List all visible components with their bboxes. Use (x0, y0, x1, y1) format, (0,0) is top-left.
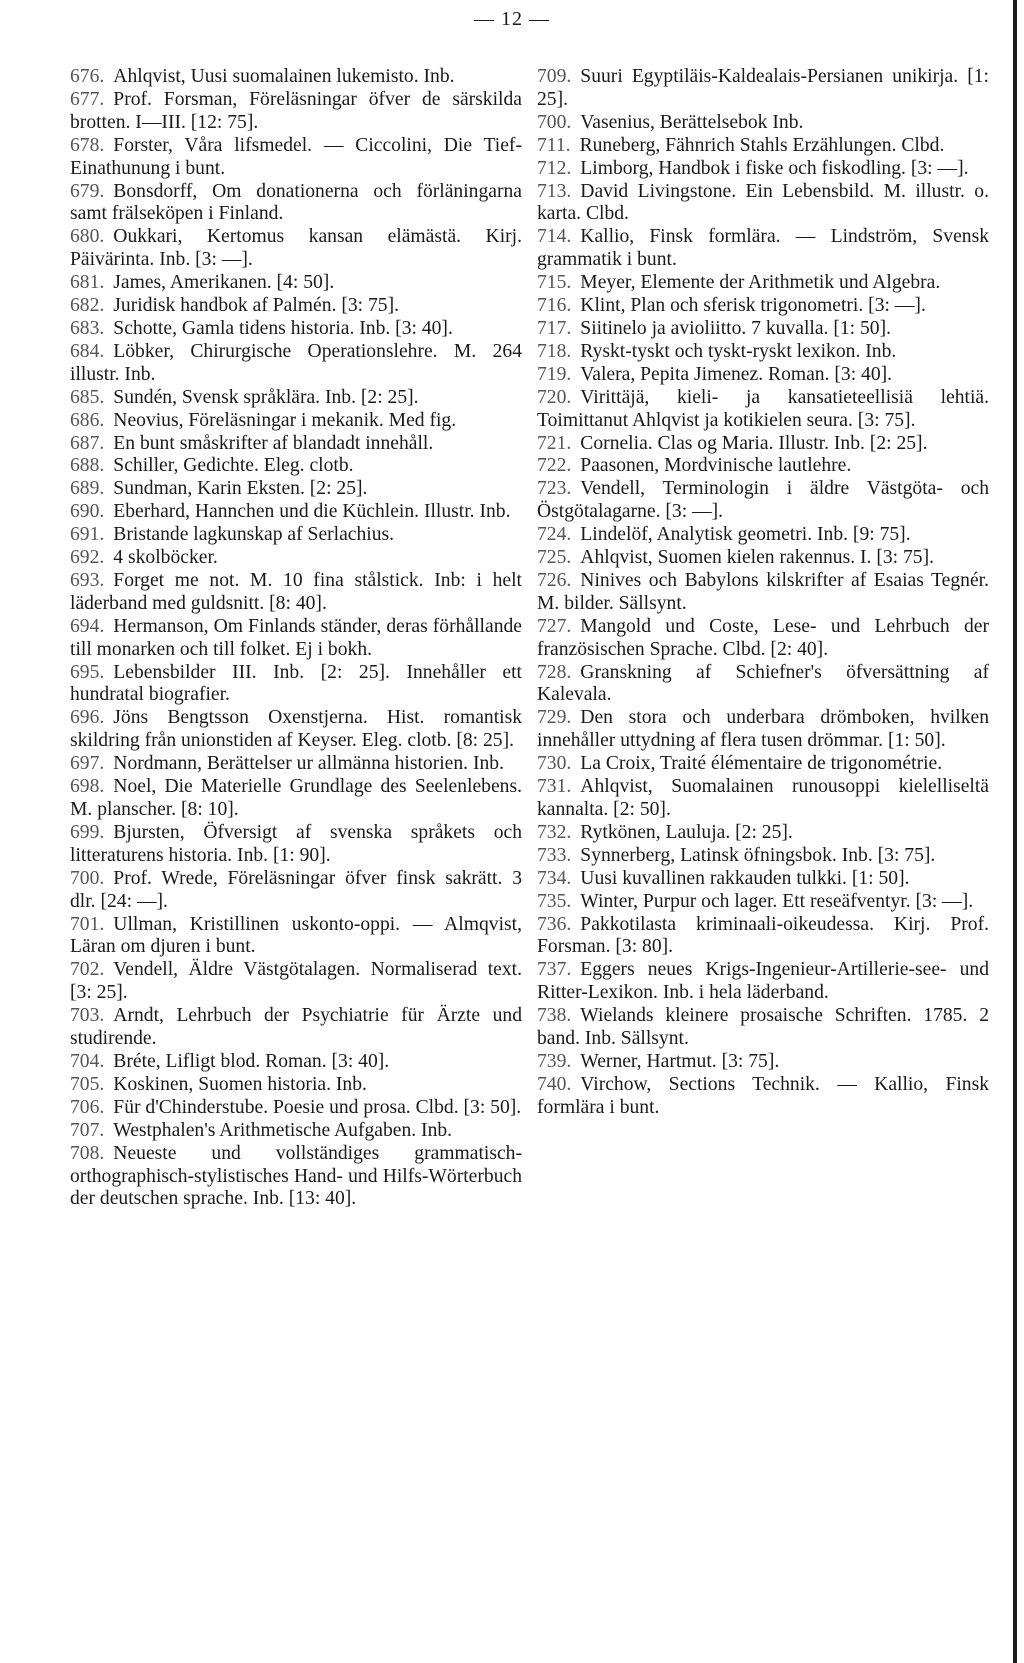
catalog-entry (70, 914, 522, 960)
entry-number: 692. (70, 547, 105, 569)
entry-text: Koskinen, Suomen historia. Inb. (113, 1073, 367, 1095)
entry-text: James, Amerikanen. [4: 50]. (113, 272, 335, 294)
entry-number: 722. (537, 455, 572, 477)
entry-number: 725. (537, 547, 572, 569)
entry-number: 700. (70, 867, 105, 889)
catalog-entry (537, 707, 989, 753)
entry-number: 698. (70, 776, 105, 798)
entry-text: Neovius, Föreläsningar i mekanik. Med fig. (113, 409, 457, 431)
entry-number: 683. (70, 317, 105, 339)
catalog-entry (537, 433, 989, 456)
entry-number: 739. (537, 1050, 572, 1072)
catalog-entry (537, 318, 989, 341)
entry-number: 677. (70, 88, 105, 110)
catalog-entry (70, 547, 522, 570)
entry-text: Suuri Egyptiläis-Kaldealais-Persianen unikirja. [1: 25]. (537, 66, 989, 110)
entry-text: Werner, Hartmut. [3: 75]. (580, 1050, 780, 1072)
entry-text: Paasonen, Mordvinische lautlehre. (580, 455, 852, 477)
entry-number: 716. (537, 295, 572, 317)
left-column (70, 66, 522, 1211)
entry-text: Vendell, Terminologin i äldre Västgöta- och Östgötalagarne. [3: —]. (537, 478, 989, 523)
entry-number: 685. (70, 386, 105, 408)
entry-text: Eberhard, Hannchen und die Küchlein. Illustr. Inb. (113, 501, 511, 523)
entry-number: 700. (537, 111, 572, 133)
catalog-entry (70, 1005, 522, 1051)
catalog-entry (537, 547, 989, 570)
entry-number: 707. (70, 1119, 105, 1141)
entry-number: 708. (70, 1142, 105, 1164)
entry-text: Hermanson, Om Finlands ständer, deras förhållande till monarken och till folket. Ej i bokh. (70, 615, 522, 660)
entry-number: 719. (537, 363, 572, 385)
catalog-entry (70, 753, 522, 776)
entry-text: Winter, Purpur och lager. Ett reseäfventyr. [3: —]. (580, 890, 974, 912)
entry-text: Runeberg, Fähnrich Stahls Erzählungen. Clbd. (579, 134, 945, 156)
catalog-entry (537, 272, 989, 295)
catalog-entry (537, 891, 989, 914)
entry-number: 726. (537, 569, 572, 591)
entry-number: 704. (70, 1050, 105, 1072)
catalog-entry (70, 66, 522, 89)
entry-text: La Croix, Traité élémentaire de trigonométrie. (580, 753, 943, 775)
catalog-entry (70, 387, 522, 410)
catalog-entry (537, 295, 989, 318)
entry-number: 689. (70, 478, 105, 500)
entry-number: 681. (70, 272, 105, 294)
entry-text: David Livingstone. Ein Lebensbild. M. illustr. o. karta. Clbd. (537, 180, 989, 225)
entry-text: Kallio, Finsk formlära. — Lindström, Svensk grammatik i bunt. (537, 226, 989, 271)
entry-number: 734. (537, 867, 572, 889)
catalog-entry (537, 524, 989, 547)
catalog-entry (537, 616, 989, 662)
entry-text: Ryskt-tyskt och tyskt-ryskt lexikon. Inb. (580, 340, 897, 362)
catalog-entry (537, 570, 989, 616)
entry-number: 699. (70, 821, 105, 843)
catalog-entry (70, 1097, 522, 1120)
entry-text: Ahlqvist, Suomalainen runousoppi kielelliseltä kannalta. [2: 50]. (537, 776, 989, 820)
entry-text: Forget me not. M. 10 fina stålstick. Inb: i helt läderband med guldsnitt. [8: 40]. (70, 569, 522, 614)
entry-number: 680. (70, 226, 105, 248)
catalog-entry (70, 570, 522, 616)
entry-text: Prof. Forsman, Föreläsningar öfver de särskilda brotten. I—III. [12: 75]. (70, 88, 522, 133)
catalog-entry (70, 868, 522, 914)
catalog-entry (537, 959, 989, 1005)
catalog-entry (70, 89, 522, 135)
entry-text: Meyer, Elemente der Arithmetik und Algebra. (580, 272, 941, 294)
catalog-entry (70, 341, 522, 387)
page-edge-line (1013, 0, 1017, 1663)
catalog-entry (537, 662, 989, 708)
entry-text: Vendell, Äldre Västgötalagen. Normaliserad text. [3: 25]. (70, 959, 522, 1004)
entry-number: 696. (70, 707, 105, 729)
entry-number: 714. (537, 226, 572, 248)
catalog-entry (70, 501, 522, 524)
entry-text: Noel, Die Materielle Grundlage des Seelenlebens. M. planscher. [8: 10]. (70, 776, 522, 820)
catalog-entry (70, 1074, 522, 1097)
catalog-entry (70, 1051, 522, 1074)
entry-number: 695. (70, 661, 105, 683)
entry-text: Ahlqvist, Uusi suomalainen lukemisto. Inb. (113, 66, 455, 87)
catalog-entry (70, 776, 522, 822)
entry-number: 711. (537, 134, 571, 156)
entry-number: 740. (537, 1073, 572, 1095)
entry-text: Neueste und vollständiges grammatisch-orthographisch-stylistisches Hand- und Hilfs-Wörterbuch der deutschen sprache. Inb. [13: 40]. (70, 1142, 522, 1210)
entry-number: 703. (70, 1005, 105, 1027)
entry-text: Granskning af Schiefner's öfversättning af Kalevala. (537, 661, 989, 706)
entry-text: Cornelia. Clas og Maria. Illustr. Inb. [2: 25]. (580, 432, 928, 454)
entry-text: Bréte, Lifligt blod. Roman. [3: 40]. (113, 1050, 390, 1072)
entry-text: Virchow, Sections Technik. — Kallio, Finsk formlära i bunt. (537, 1073, 989, 1118)
entry-text: Löbker, Chirurgische Operationslehre. M. 264 illustr. Inb. (70, 340, 522, 385)
entry-number: 706. (70, 1096, 105, 1118)
catalog-entry (70, 410, 522, 433)
catalog-entry (537, 226, 989, 272)
catalog-entry (70, 295, 522, 318)
entry-number: 715. (537, 272, 572, 294)
entry-text: Pakkotilasta kriminaali-oikeudessa. Kirj. Prof. Forsman. [3: 80]. (537, 913, 989, 958)
entry-text: Limborg, Handbok i fiske och fiskodling. [3: —]. (580, 157, 969, 179)
catalog-entry (537, 158, 989, 181)
entry-text: Ullman, Kristillinen uskonto-oppi. — Almqvist, Läran om djuren i bunt. (70, 913, 522, 958)
entry-text: Forster, Våra lifsmedel. — Ciccolini, Die Tief-Einathunung i bunt. (70, 134, 522, 179)
entry-number: 724. (537, 524, 572, 546)
page-number: — 12 — (474, 8, 550, 30)
catalog-entry (537, 776, 989, 822)
catalog-entry (537, 1005, 989, 1051)
entry-text: Siitinelo ja avioliitto. 7 kuvalla. [1: 50]. (580, 317, 892, 339)
entry-text: Eggers neues Krigs-Ingenieur-Artillerie-see- und Ritter-Lexikon. Inb. i hela läderband. (537, 959, 989, 1004)
entry-number: 736. (537, 913, 572, 935)
catalog-entry (70, 272, 522, 295)
entry-text: Klint, Plan och sferisk trigonometri. [3: —]. (580, 295, 926, 317)
entry-text: Valera, Pepita Jimenez. Roman. [3: 40]. (580, 363, 893, 385)
catalog-entry (70, 181, 522, 227)
entry-text: Oukkari, Kertomus kansan elämästä. Kirj. Päivärinta. Inb. [3: —]. (70, 226, 522, 271)
entry-number: 728. (537, 661, 572, 683)
catalog-entry (537, 66, 989, 112)
entry-text: Mangold und Coste, Lese- und Lehrbuch der französischen Sprache. Clbd. [2: 40]. (537, 615, 989, 660)
entry-number: 676. (70, 66, 105, 87)
entry-number: 690. (70, 501, 105, 523)
entry-number: 702. (70, 959, 105, 981)
entry-text: Virittäjä, kieli- ja kansatieteellisiä lehtiä. Toimittanut Ahlqvist ja kotikielen seura. [3: 75]. (537, 386, 989, 431)
entry-text: Uusi kuvallinen rakkauden tulkki. [1: 50]. (580, 867, 910, 889)
catalog-entry (537, 845, 989, 868)
entry-number: 735. (537, 890, 572, 912)
catalog-entry (70, 524, 522, 547)
entry-text: Schotte, Gamla tidens historia. Inb. [3: 40]. (113, 317, 453, 339)
entry-text: Vasenius, Berättelsebok Inb. (580, 111, 804, 133)
entry-number: 686. (70, 409, 105, 431)
entry-text: Bonsdorff, Om donationerna och förläningarna samt frälseköpen i Finland. (70, 180, 522, 225)
entry-number: 723. (537, 478, 572, 500)
entry-number: 701. (70, 913, 105, 935)
entry-number: 705. (70, 1073, 105, 1095)
entry-text: Rytkönen, Lauluja. [2: 25]. (580, 821, 793, 843)
entry-number: 731. (537, 776, 572, 798)
catalog-entry (537, 181, 989, 227)
entry-text: Schiller, Gedichte. Eleg. clotb. (113, 455, 354, 477)
catalog-entry (537, 478, 989, 524)
entry-text: Sundén, Svensk språklära. Inb. [2: 25]. (113, 386, 419, 408)
catalog-entry (537, 822, 989, 845)
entry-text: Für d'Chinderstube. Poesie und prosa. Clbd. [3: 50]. (113, 1096, 522, 1118)
entry-number: 720. (537, 386, 572, 408)
entry-number: 713. (537, 180, 572, 202)
entry-text: Sundman, Karin Eksten. [2: 25]. (113, 478, 368, 500)
entry-text: Ahlqvist, Suomen kielen rakennus. I. [3: 75]. (580, 547, 935, 569)
entry-number: 697. (70, 753, 105, 775)
entry-text: Nordmann, Berättelser ur allmänna historien. Inb. (113, 753, 504, 775)
entry-text: Arndt, Lehrbuch der Psychiatrie für Ärzte und studirende. (70, 1005, 522, 1050)
catalog-entry (70, 662, 522, 708)
right-column (537, 66, 989, 1120)
catalog-entry (70, 822, 522, 868)
entry-number: 682. (70, 295, 105, 317)
entry-text: Wielands kleinere prosaische Schriften. 1785. 2 band. Inb. Sällsynt. (537, 1005, 989, 1050)
catalog-entry (70, 1120, 522, 1143)
entry-number: 712. (537, 157, 572, 179)
catalog-entry (70, 478, 522, 501)
catalog-entry (70, 1143, 522, 1212)
entry-text: Jöns Bengtsson Oxenstjerna. Hist. romantisk skildring från unionstiden af Keyser. Eleg. clotb. [8: 25]. (70, 707, 522, 752)
catalog-entry (537, 341, 989, 364)
catalog-entry (70, 433, 522, 456)
entry-number: 733. (537, 844, 572, 866)
entry-number: 738. (537, 1005, 572, 1027)
entry-number: 694. (70, 615, 105, 637)
catalog-entry (537, 1074, 989, 1120)
entry-text: Bjursten, Öfversigt af svenska språkets och litteraturens historia. Inb. [1: 90]. (70, 821, 522, 866)
catalog-entry (537, 364, 989, 387)
catalog-entry (70, 318, 522, 341)
catalog-entry (537, 1051, 989, 1074)
entry-number: 684. (70, 340, 105, 362)
entry-number: 729. (537, 707, 572, 729)
entry-number: 709. (537, 66, 572, 87)
entry-text: Den stora och underbara drömboken, hvilken innehåller uttydning af flera tusen drömmar. [1: 50]. (537, 707, 989, 752)
entry-number: 737. (537, 959, 572, 981)
entry-text: Lindelöf, Analytisk geometri. Inb. [9: 75]. (580, 524, 911, 546)
catalog-entry (537, 753, 989, 776)
catalog-entry (70, 707, 522, 753)
entry-text: Synnerberg, Latinsk öfningsbok. Inb. [3: 75]. (580, 844, 936, 866)
entry-text: Juridisk handbok af Palmén. [3: 75]. (113, 295, 399, 317)
catalog-entry (537, 455, 989, 478)
catalog-entry (537, 387, 989, 433)
entry-number: 727. (537, 615, 572, 637)
entry-text: En bunt småskrifter af blandadt innehåll. (113, 432, 434, 454)
entry-text: 4 skolböcker. (113, 547, 218, 569)
entry-text: Ninives och Babylons kilskrifter af Esaias Tegnér. M. bilder. Sällsynt. (537, 569, 989, 614)
catalog-entry (70, 135, 522, 181)
entry-number: 732. (537, 821, 572, 843)
entry-text: Bristande lagkunskap af Serlachius. (113, 524, 395, 546)
catalog-entry (70, 616, 522, 662)
entry-number: 691. (70, 524, 105, 546)
entry-number: 693. (70, 569, 105, 591)
entry-number: 718. (537, 340, 572, 362)
entry-number: 721. (537, 432, 572, 454)
catalog-entry (537, 914, 989, 960)
entry-number: 678. (70, 134, 105, 156)
entry-text: Westphalen's Arithmetische Aufgaben. Inb. (113, 1119, 453, 1141)
entry-text: Prof. Wrede, Föreläsningar öfver finsk sakrätt. 3 dlr. [24: —]. (70, 867, 522, 912)
entry-number: 717. (537, 317, 572, 339)
entry-number: 679. (70, 180, 105, 202)
entry-text: Lebensbilder III. Inb. [2: 25]. Innehåller ett hundratal biografier. (70, 661, 522, 706)
entry-number: 730. (537, 753, 572, 775)
catalog-entry (70, 455, 522, 478)
entry-number: 688. (70, 455, 105, 477)
catalog-entry (537, 112, 989, 135)
catalog-entry (70, 226, 522, 272)
catalog-entry (537, 868, 989, 891)
catalog-entry (70, 959, 522, 1005)
catalog-entry (537, 135, 989, 158)
entry-number: 687. (70, 432, 105, 454)
